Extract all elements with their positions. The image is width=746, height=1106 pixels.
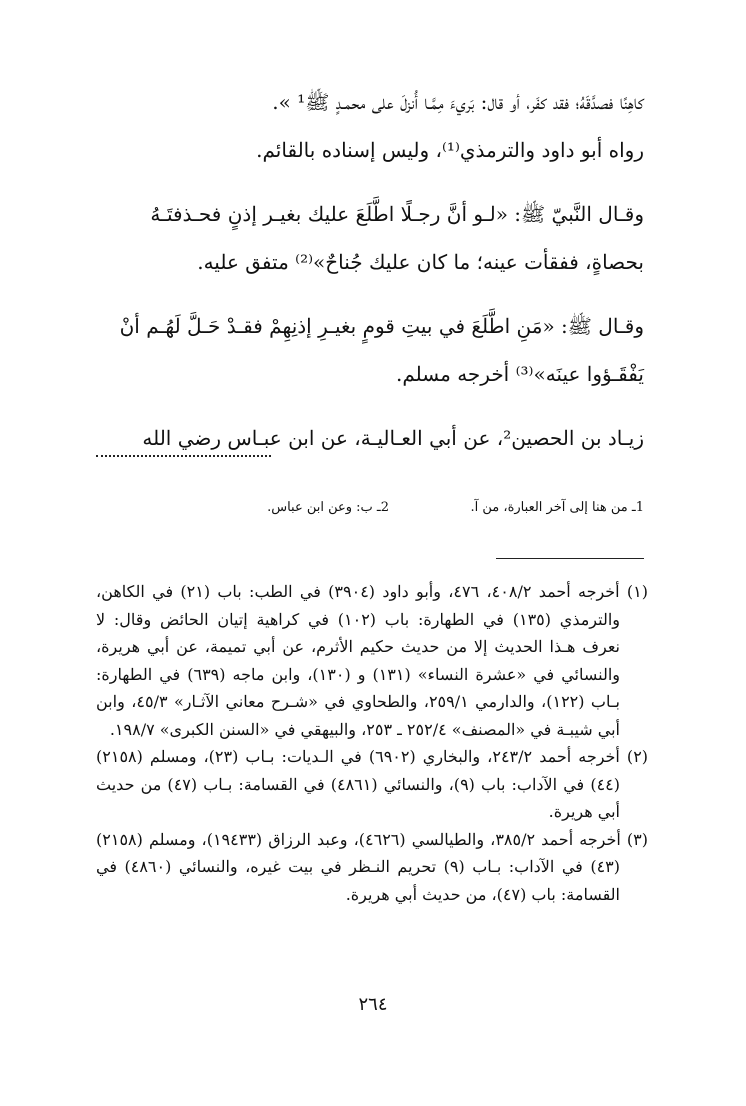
main-line-3: وقـال النَّبيّ ﷺ: «لـو أنَّ رجـلًا اطَّلَعَ عليك بغيـر إذنٍ فحـذفتَـهُ xyxy=(150,202,644,226)
manuscript-note-1: 1ـ من هنا إلى آخر العبارة، من آ. xyxy=(470,500,644,515)
main-text-block xyxy=(96,78,644,462)
footnotes-block xyxy=(96,578,648,908)
footnote-2: (٢) أخرجه أحمد ٢٤٣/٢، والبخاري (٦٩٠٢) في الـديات: بـاب (٢٣)، ومسلم (٢١٥٨) (٤٤) في الآداب: باب (٩)، والنسائي (٤٨٦١) في القسامة: بـاب (٤٧) من حديث أبي هريرة. xyxy=(96,747,649,821)
main-line-5: وقـال ﷺ: «مَنِ اطَّلَعَ في بيتِ قومٍ بغيـرِ إذنِهِمْ فقـدْ حَـلَّ لَهُـم أنْ xyxy=(119,314,644,338)
main-line-4: بحصاةٍ، ففقأت عينه؛ ما كان عليك جُناحٌ»⁽²⁾ متفق عليه. xyxy=(197,250,644,274)
main-line-7: زيـاد بن الحصين²، عن أبي العـاليـة، عن ابن عبـاس رضي الله xyxy=(142,426,644,450)
footnote-separator xyxy=(496,558,644,559)
footnote-1: (١) أخرجه أحمد ٤٠٨/٢، ٤٧٦، وأبو داود (٣٩٠٤) في الطب: باب (٢١) في الكاهن، والترمذي (١٣٥) في الطهارة: باب (١٠٢) في كراهية إتيان الحائض وقال: لا نعرف هـذا الحديث إلا من حديث حكيم الأثرم، عن أبي تميمة، عن أبي هريرة، والنسائي في «عشرة النساء» (١٣١) و (١٣٠)، وابن ماجه (٦٣٩) في الطهارة: بـاب (١٢٢)، والدارمي ٢٥٩/١، والطحاوي في «شـرح معاني الآثـار» ٤٥/٣، وابن أبي شيبـة في «المصنف» ٢٥٢/٤ ـ ٢٥٣، والبيهقي في «السنن الكبرى» ١٩٨/٧. xyxy=(96,582,649,739)
manuscript-note-2: 2ـ ب: وعن ابن عباس. xyxy=(267,500,389,515)
main-line-6: يَفْقَـؤوا عينَه»⁽³⁾ أخرجه مسلم. xyxy=(396,362,644,386)
main-line-2: رواه أبو داود والترمذي⁽¹⁾، وليس إسناده بالقائم. xyxy=(256,138,644,162)
page-number: ٢٦٤ xyxy=(358,994,388,1015)
main-line-1: كاهِنًا فصدَّقَهُ؛ فقد كفَر، أو قال: بَريءَ مِمَّـا أُنزلَ على محمـدٍ ﷺ¹ ». xyxy=(272,90,644,114)
dotted-separator xyxy=(96,455,271,457)
footnote-3: (٣) أخرجه أحمد ٣٨٥/٢، والطيالسي (٤٦٢٦)، وعبد الرزاق (١٩٤٣٣)، ومسلم (٢١٥٨) (٤٣) في الآداب: بـاب (٩) تحريم النـظر في بيت غيره، والنسائي (٤٨٦٠) في القسامة: باب (٤٧)، من حديث أبي هريرة. xyxy=(96,829,649,904)
